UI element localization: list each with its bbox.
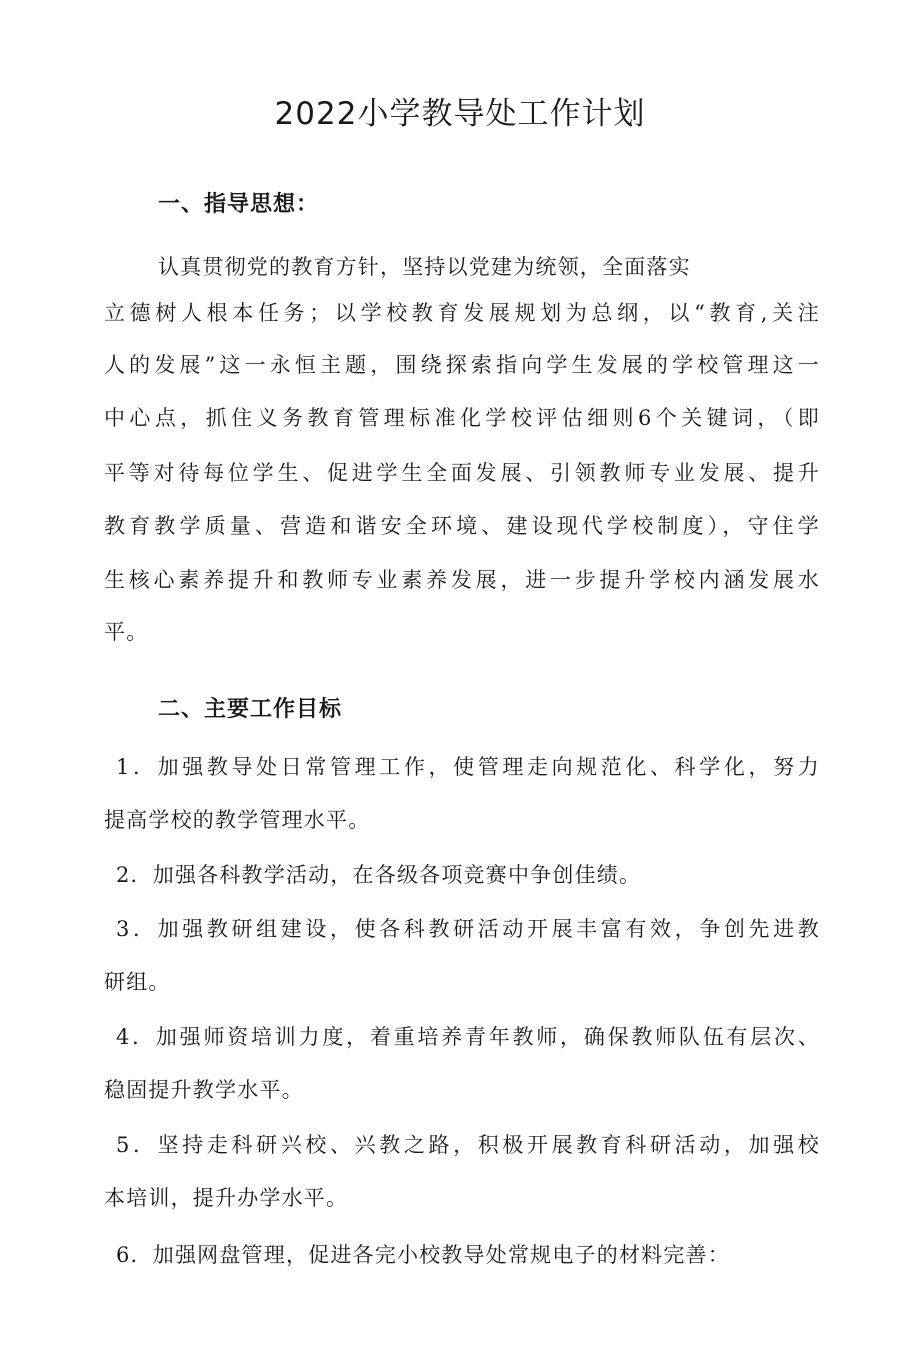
paragraph-line: 中心点，抓住义务教育管理标准化学校评估细则6个关键词，（即 xyxy=(104,406,820,430)
goal-item-4-line-1: 4．加强师资培训力度，着重培养青年教师，确保教师队伍有层次、 xyxy=(116,1025,820,1049)
goal-item-1-line-2: 提高学校的教学管理水平。 xyxy=(104,808,371,832)
goal-item-1-line-1: 1．加强教导处日常管理工作，使管理走向规范化、科学化，努力 xyxy=(116,755,820,779)
goal-item-4-line-2: 稳固提升教学水平。 xyxy=(104,1078,304,1102)
goal-item-3-line-1: 3．加强教研组建设，使各科教研活动开展丰富有效，争创先进教 xyxy=(116,917,820,941)
goal-item-5-line-1: 5．坚持走科研兴校、兴教之路，积极开展教育科研活动，加强校 xyxy=(116,1133,820,1157)
paragraph-line: 平。 xyxy=(104,620,149,644)
goal-item-6: 6．加强网盘管理，促进各完小校教导处常规电子的材料完善： xyxy=(116,1243,730,1267)
goal-item-3-line-2: 研组。 xyxy=(104,970,171,994)
paragraph-line: 立德树人根本任务；以学校教育发展规划为总纲，以“教育,关注 xyxy=(104,301,820,325)
paragraph-line: 认真贯彻党的教育方针，坚持以党建为统领，全面落实 xyxy=(158,255,691,279)
paragraph-line: 人的发展”这一永恒主题，围绕探索指向学生发展的学校管理这一 xyxy=(104,353,820,377)
document-title: 2022小学教导处工作计划 xyxy=(274,96,646,132)
paragraph-line: 平等对待每位学生、促进学生全面发展、引领教师专业发展、提升 xyxy=(104,461,820,485)
goal-item-5-line-2: 本培训，提升办学水平。 xyxy=(104,1186,349,1210)
goal-item-2: 2．加强各科教学活动，在各级各项竞赛中争创佳绩。 xyxy=(116,863,642,887)
paragraph-line: 生核心素养提升和教师专业素养发展，进一步提升学校内涵发展水 xyxy=(104,568,820,592)
paragraph-line: 教育教学质量、营造和谐安全环境、建设现代学校制度），守住学 xyxy=(104,514,820,538)
section-heading-guiding-ideology: 一、指导思想： xyxy=(158,192,320,217)
section-heading-main-goals: 二、主要工作目标 xyxy=(158,697,343,722)
